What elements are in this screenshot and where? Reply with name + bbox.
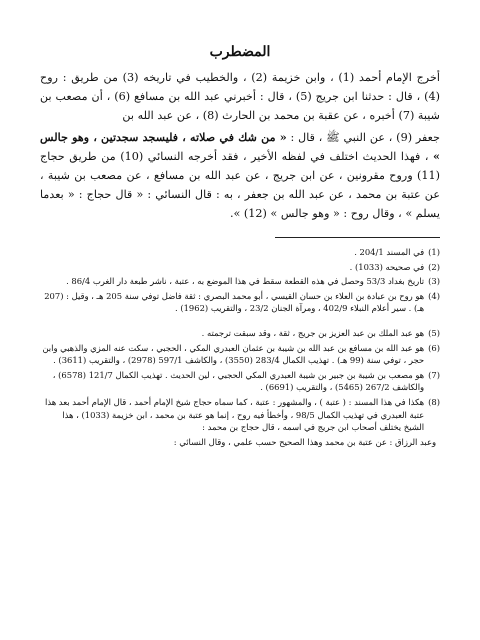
paragraph-2 [40, 128, 440, 223]
footnote-3 [40, 275, 440, 288]
footnote-4 [40, 290, 440, 315]
footnote-text: هو عبد الله بن مسافع بن عبد الله بن شيبة بن عثمان العبدري المكي ، الحجبي ، سكت عنه المزي والذهبي وابن حجر ، توفي سنة (99 هـ) . تهذيب الكمال 283/4 (3550) ، والكاشف 597/1 (2978) ، والتقريب (3611) . [42, 342, 425, 366]
paragraph-1: أخرج الإمام أحمد (1) ، وابن خزيمة (2) ، والخطيب في تاريخه (3) من طريق : روح (4) ، قال : حدثنا ابن جريج (5) ، قال : أخبرني عبد الله بن مسافع (6) ، أن مصعب بن شيبة (7) أخبره ، عن عقبة بن محمد بن الحارث (8) ، عن عبد الله بن [40, 71, 440, 122]
footnote-number: (1) [428, 247, 440, 257]
footnotes [40, 246, 440, 448]
footnote-text: هو عبد الملك بن عبد العزيز بن جريج ، ثقة ، وقد سبقت ترجمته . [201, 327, 425, 338]
footnote-number: (4) [428, 290, 440, 301]
footnote-text: هو روح بن عبادة بن العلاء بن حسان القيسي ، أبو محمد البصري : ثقة فاضل توفي سنة 205 هـ ، وقيل : (207 هـ) . سير أعلام النبلاء 402/9 ، ومرآة الجنان 23/2 ، والتقريب (1962) . [44, 290, 425, 314]
footnote-text: هو مصعب بن شيبة بن جبير بن شيبة العبدري المكي الحجبي ، لين الحديث . تهذيب الكمال 121/7 (6578) ، والكاشف 267/2 (5465) ، والتقريب (6691) . [52, 369, 425, 393]
footnote-gap [40, 317, 440, 327]
footnote-6 [40, 342, 440, 367]
main-text [40, 68, 440, 223]
footnote-text: هكذا في هذا المسند : ( عتبة ) ، والمشهور : عتبة ، كما سماه حجاج شيخ الإمام أحمد ، قال الإمام أحمد بعد هذا عتبة العبدري في تهذيب الكمال 98/5 ، وأخطأ فيه روح ، إنما هو عتبة بن محمد ، ابن خزيمة (1033) ، هذا الشيخ يختلف أصحاب ابن جريج في اسمه ، قال حجاج بن محمد : [45, 396, 425, 433]
footnote-number: (8) [428, 396, 440, 407]
footnote-number: (7) [428, 369, 440, 380]
footnote-8 [40, 396, 440, 434]
footnote-text: في صحيحه (1033) . [349, 261, 425, 272]
footnote-number: (5) [428, 327, 440, 338]
hadith-text: « من شك في صلاته ، فليسجد سجدتين ، وهو جالس » [40, 130, 440, 163]
footnote-divider [275, 237, 440, 238]
footnote-2 [40, 261, 440, 274]
footnote-number: (6) [428, 342, 440, 353]
footnote-1 [40, 246, 440, 259]
footnote-number: (3) [428, 276, 440, 287]
footnote-text: تاريخ بغداد 53/3 وحصل في هذه القطعة سقط في هذا الموضع به ، عتبة ، ناشر طبعة دار الغرب 86/4 . [66, 276, 425, 287]
footnote-5 [40, 327, 440, 340]
footnote-7 [40, 369, 440, 394]
footnote-text: في المسند 204/1 . [354, 247, 425, 257]
paragraph-2-rest: ، فهذا الحديث اختلف في لفظه الأخير ، فقد أخرجه النسائي (10) من طريق حجاج (11) وروح مقرونين ، عن ابن جريج ، عن عبد الله بن مسافع ، عن مصعب بن شيبة ، عن عتبة بن محمد ، عن عبد الله بن جعفر ، به : قال النسائي : « قال حجاج : « بعدما يسلم » ، وقال روح : « وهو جالس » (12) ». [40, 150, 440, 220]
paragraph-2-start: جعفر (9) ، عن النبي ﷺ ، قال : [286, 131, 440, 144]
page-title: المضطرب [209, 44, 271, 60]
footnote-number: (2) [428, 261, 440, 272]
footnote-text: وعبد الرزاق : عن عتبة بن محمد وهذا الصحيح حسب علمي ، وقال النسائي : [173, 436, 436, 447]
footnote-continuation [40, 436, 440, 449]
